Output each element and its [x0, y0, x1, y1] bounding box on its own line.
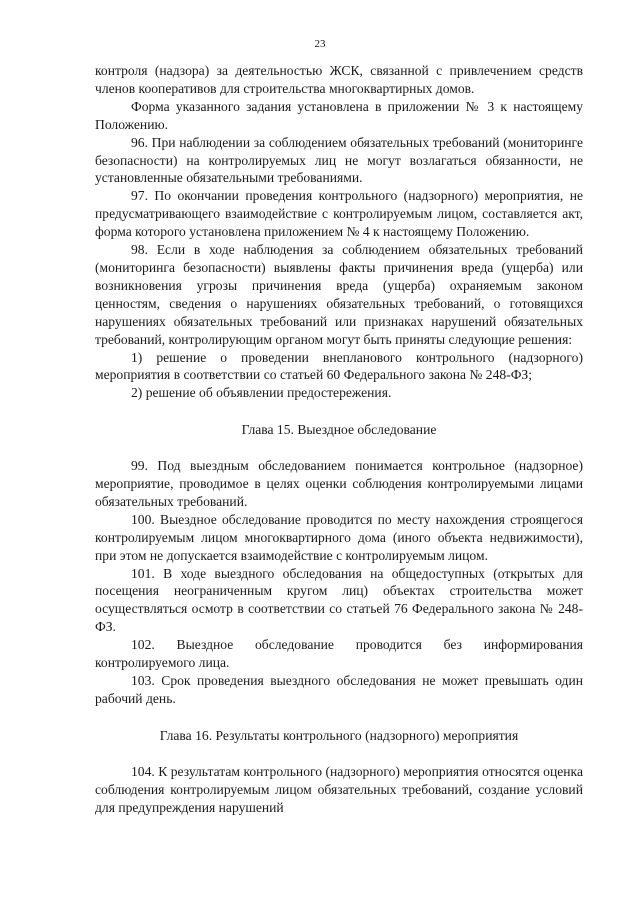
- paragraph-96: 96. При наблюдении за соблюдением обязательных требований (мониторинге безопасности) на контролируемых лиц не могут возлагаться обязанности, не установленные обязательными требованиями.: [95, 134, 583, 186]
- paragraph-102: 102. Выездное обследование проводится без информирования контролируемого лица.: [95, 637, 583, 671]
- document-body: [95, 62, 583, 816]
- paragraph-98-item-2: 2) решение об объявлении предостережения.: [131, 385, 392, 401]
- chapter-15-heading: Глава 15. Выездное обследование: [241, 422, 437, 438]
- page-number: 23: [314, 38, 326, 50]
- paragraph-97: 97. По окончании проведения контрольного (надзорного) мероприятия, не предусматривающего взаимодействие с контролируемым лицом, составляется акт, форма которого установлена приложением № 4 к настоящему Положению.: [95, 188, 583, 240]
- paragraph-104: 104. К результатам контрольного (надзорного) мероприятия относятся оценка соблюдения контролируемым лицом обязательных требований, создание условий для предупреждения нарушений: [95, 763, 583, 815]
- paragraph-continuation: контроля (надзора) за деятельностью ЖСК, связанной с привлечением средств членов кооперативов для строительства многоквартирных домов.: [95, 63, 583, 96]
- paragraph-98-item-1: 1) решение о проведении внепланового контрольного (надзорного) мероприятия в соответствии со статьей 60 Федерального закона № 248-ФЗ;: [95, 349, 583, 383]
- paragraph-99: 99. Под выездным обследованием понимается контрольное (надзорное) мероприятие, проводимое в целях оценки соблюдения контролируемыми лицами обязательных требований.: [95, 458, 583, 509]
- paragraph-98: 98. Если в ходе наблюдения за соблюдением обязательных требований (мониторинга безопасности) выявлены факты причинения вреда (ущерба) или возникновения угрозы причинения вреда (ущерба) охраняемым законом ценностям, сведения о нарушениях обязательных требований, о готовящихся нарушениях обязательных требований или признаках нарушений обязательных требований, контролирующим органом могут быть приняты следующие решения:: [95, 242, 583, 347]
- paragraph-100: 100. Выездное обследование проводится по месту нахождения строящегося контролируемым лицом многоквартирного дома (иного объекта недвижимости), при этом не допускается взаимодействие с контролируемым лицом.: [95, 511, 583, 563]
- paragraph-form-note: Форма указанного задания установлена в приложении № 3 к настоящему Положению.: [95, 98, 583, 132]
- chapter-16-heading: Глава 16. Результаты контрольного (надзорного) мероприятия: [159, 727, 519, 743]
- paragraph-103: 103. Срок проведения выездного обследования не может превышать один рабочий день.: [95, 673, 583, 706]
- paragraph-101: 101. В ходе выездного обследования на общедоступных (открытых для посещения неограниченным кругом лиц) объектах строительства может осуществляться осмотр в соответствии со статьей 76 Федерального закона № 248-ФЗ.: [95, 565, 583, 635]
